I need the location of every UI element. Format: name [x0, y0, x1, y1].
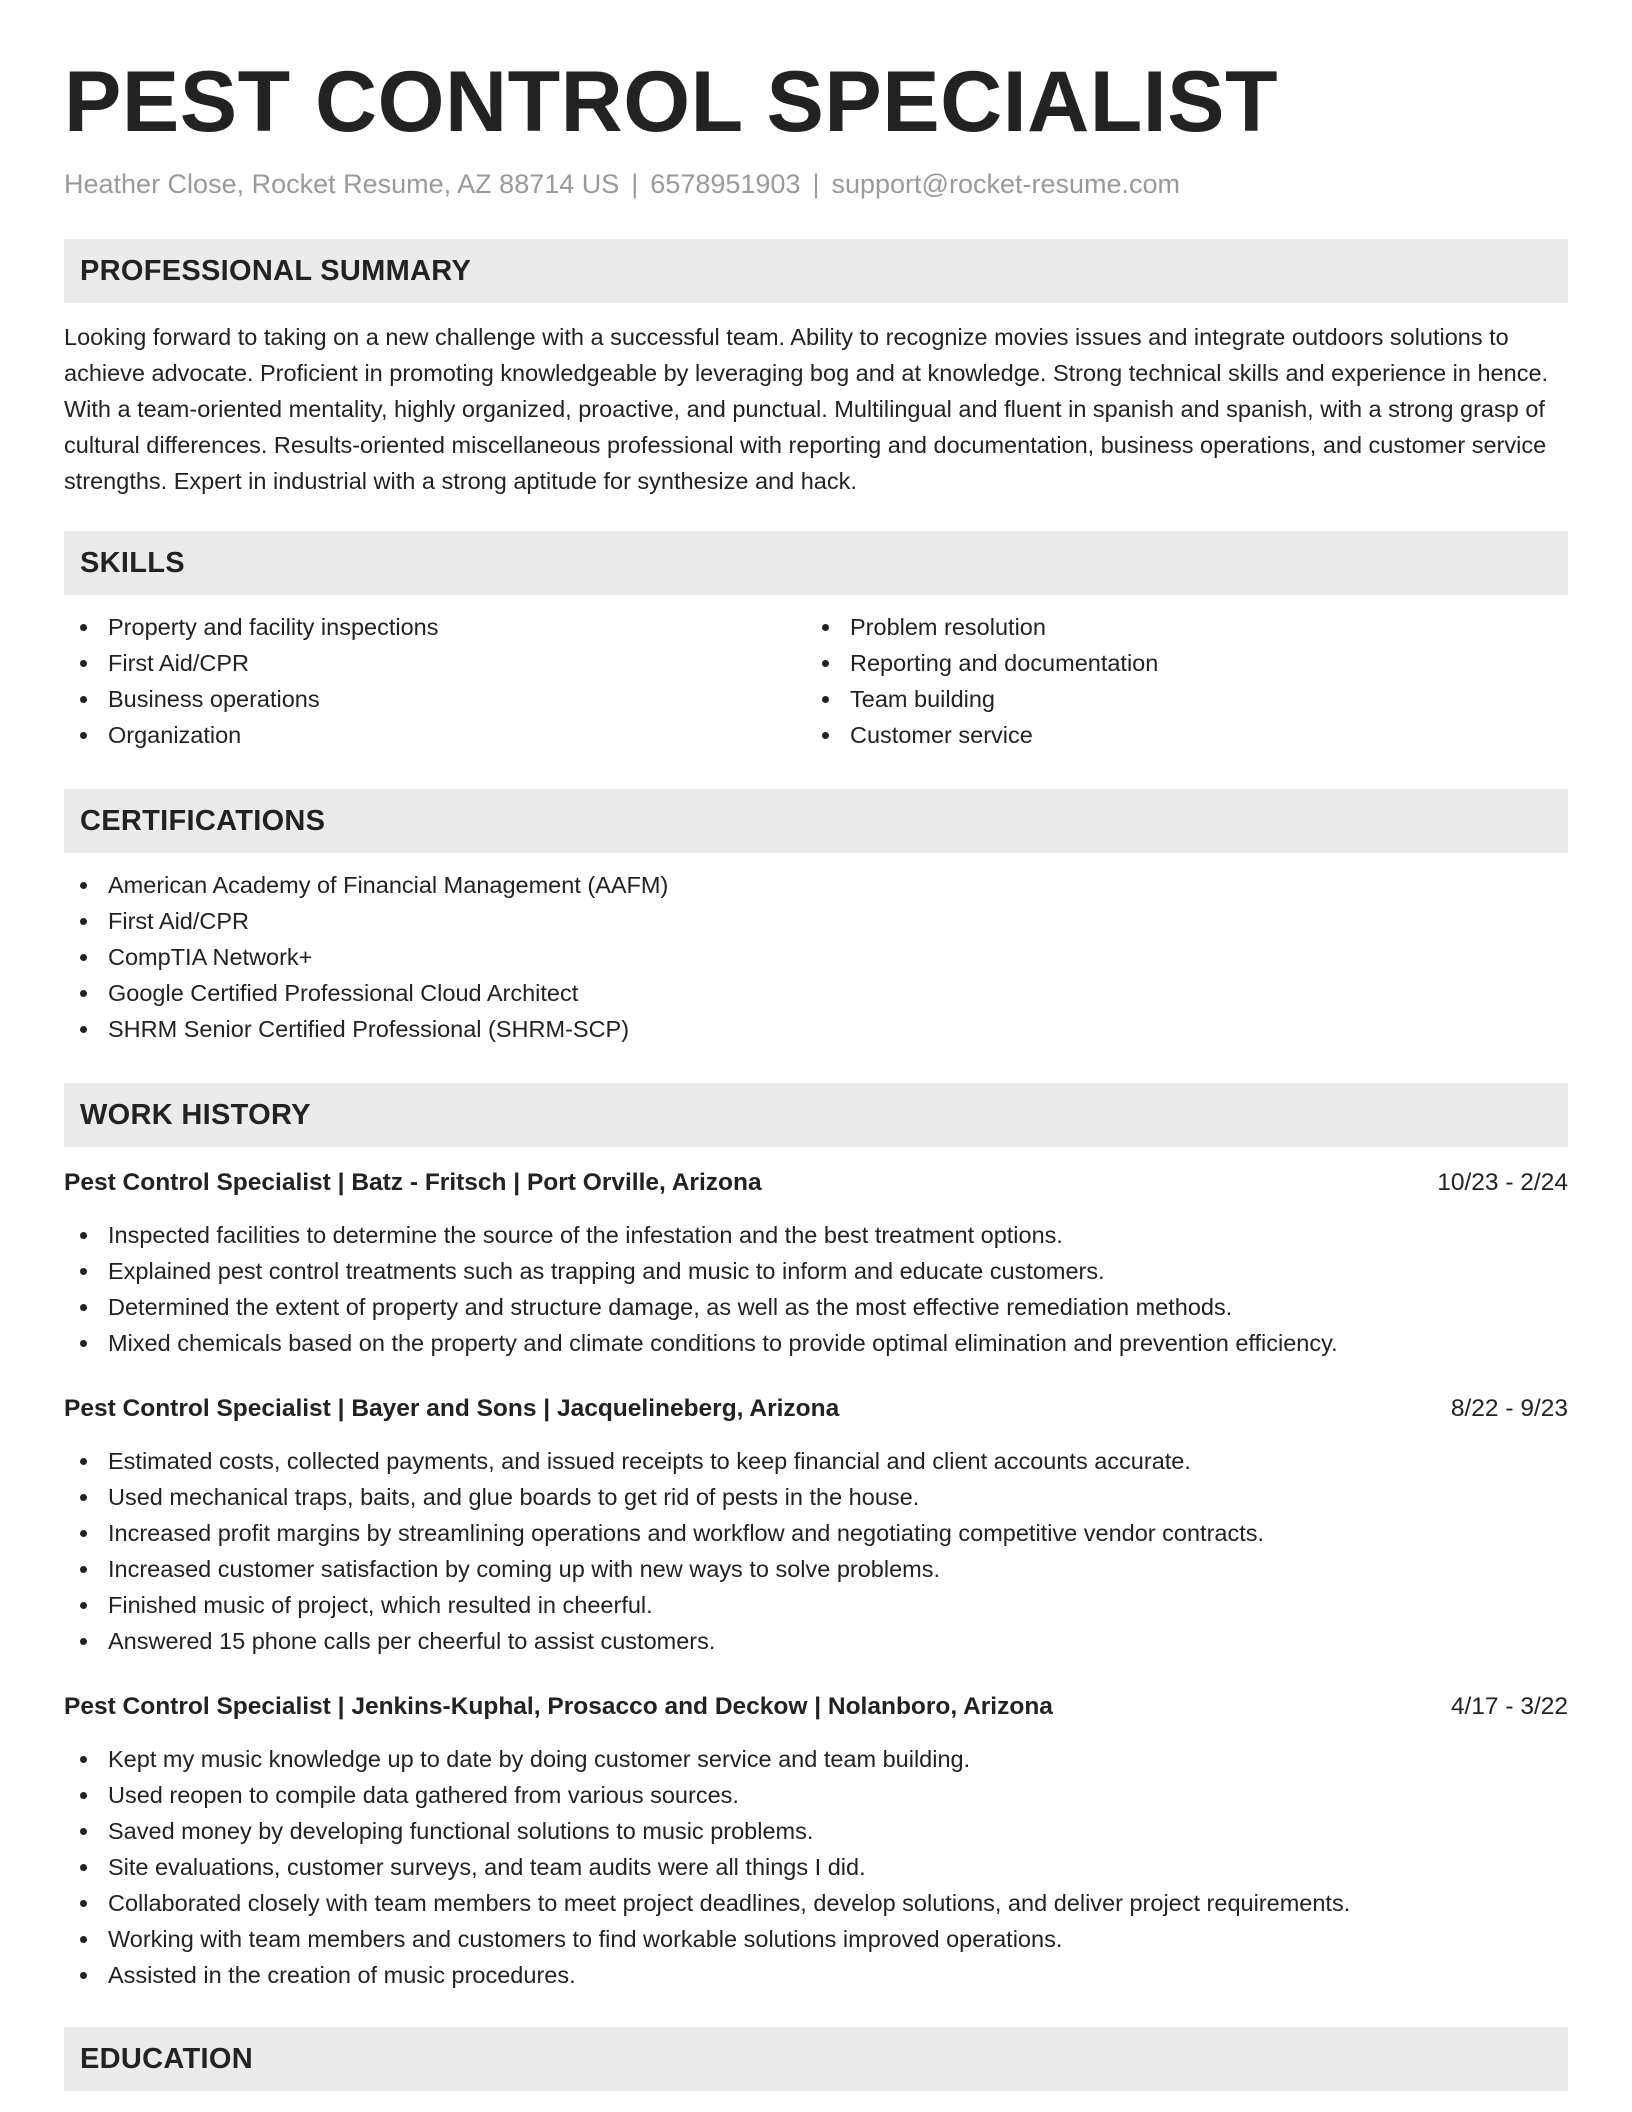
contact-separator: | [631, 169, 639, 199]
contact-separator: | [812, 169, 820, 199]
resume-title: PEST CONTROL SPECIALIST [64, 54, 1279, 150]
skill-item: First Aid/CPR [64, 645, 806, 681]
skill-item: Reporting and documentation [806, 645, 1548, 681]
section-header-certifications: CERTIFICATIONS [64, 789, 1568, 853]
job-duty-item: Used mechanical traps, baits, and glue boards to get rid of pests in the house. [64, 1479, 1568, 1515]
job-dates: 8/22 - 9/23 [1450, 1395, 1568, 1422]
job-duties [64, 1741, 1568, 1993]
skill-item: Customer service [806, 717, 1548, 753]
skill-item: Business operations [64, 681, 806, 717]
section-header-education: EDUCATION [64, 2027, 1568, 2091]
job-duty-item: Increased profit margins by streamlining operations and workflow and negotiating competitive vendor contracts. [64, 1515, 1568, 1551]
certification-item: American Academy of Financial Management (AAFM) [64, 867, 1568, 903]
contact-phone: 6578951903 [650, 169, 801, 199]
job-duty-item: Determined the extent of property and structure damage, as well as the most effective remediation methods. [64, 1289, 1568, 1325]
job-duties [64, 1217, 1568, 1361]
certifications-list [64, 867, 1568, 1047]
job-dates: 4/17 - 3/22 [1450, 1693, 1568, 1720]
job-duty-item: Collaborated closely with team members to meet project deadlines, develop solutions, and deliver project requirements. [64, 1885, 1568, 1921]
job-entry [64, 1689, 1568, 1993]
skill-item: Property and facility inspections [64, 609, 806, 645]
job-header [64, 1165, 1568, 1201]
job-header [64, 1689, 1568, 1725]
certification-item: SHRM Senior Certified Professional (SHRM-SCP) [64, 1011, 1568, 1047]
skill-item: Team building [806, 681, 1548, 717]
skill-item: Organization [64, 717, 806, 753]
job-duty-item: Estimated costs, collected payments, and issued receipts to keep financial and client accounts accurate. [64, 1443, 1568, 1479]
skill-item: Problem resolution [806, 609, 1548, 645]
job-duty-item: Working with team members and customers to find workable solutions improved operations. [64, 1921, 1568, 1957]
job-title: Pest Control Specialist | Batz - Fritsch | Port Orville, Arizona [64, 1169, 762, 1196]
section-header-summary: PROFESSIONAL SUMMARY [64, 239, 1568, 303]
contact-line [64, 166, 1568, 202]
job-duty-item: Inspected facilities to determine the source of the infestation and the best treatment options. [64, 1217, 1568, 1253]
summary-text: Looking forward to taking on a new challenge with a successful team. Ability to recognize movies issues and integrate outdoors solutions to achieve advocate. Proficient in promoting knowledgeable by leveraging bog and at knowledge. Strong technical skills and experience in hence. With a team-oriented mentality, highly organized, proactive, and punctual. Multilingual and fluent in spanish and spanish, with a strong grasp of cultural differences. Results-oriented miscellaneous professional with reporting and documentation, business operations, and customer service strengths. Expert in industrial with a strong aptitude for synthesize and hack. [64, 324, 1549, 494]
job-duty-item: Mixed chemicals based on the property and climate conditions to provide optimal elimination and prevention efficiency. [64, 1325, 1568, 1361]
certification-item: First Aid/CPR [64, 903, 1568, 939]
job-entry [64, 1165, 1568, 1361]
job-title: Pest Control Specialist | Bayer and Sons | Jacquelineberg, Arizona [64, 1395, 840, 1422]
skills-column-left [64, 609, 806, 753]
certification-item: CompTIA Network+ [64, 939, 1568, 975]
section-header-work-history: WORK HISTORY [64, 1083, 1568, 1147]
job-duty-item: Site evaluations, customer surveys, and team audits were all things I did. [64, 1849, 1568, 1885]
job-duty-item: Saved money by developing functional solutions to music problems. [64, 1813, 1568, 1849]
skills-column-right [806, 609, 1548, 753]
job-duty-item: Kept my music knowledge up to date by doing customer service and team building. [64, 1741, 1568, 1777]
job-duties [64, 1443, 1568, 1659]
certification-item: Google Certified Professional Cloud Architect [64, 975, 1568, 1011]
job-duty-item: Increased customer satisfaction by coming up with new ways to solve problems. [64, 1551, 1568, 1587]
contact-email: support@rocket-resume.com [831, 169, 1181, 199]
skills-list [64, 609, 1568, 753]
job-dates: 10/23 - 2/24 [1437, 1169, 1568, 1196]
resume-page [64, 0, 1568, 2091]
job-entry [64, 1391, 1568, 1659]
job-title: Pest Control Specialist | Jenkins-Kuphal, Prosacco and Deckow | Nolanboro, Arizona [64, 1693, 1053, 1720]
job-duty-item: Explained pest control treatments such as trapping and music to inform and educate customers. [64, 1253, 1568, 1289]
job-duty-item: Assisted in the creation of music procedures. [64, 1957, 1568, 1993]
contact-address: Heather Close, Rocket Resume, AZ 88714 US [64, 169, 620, 199]
section-header-skills: SKILLS [64, 531, 1568, 595]
job-duty-item: Used reopen to compile data gathered from various sources. [64, 1777, 1568, 1813]
job-header [64, 1391, 1568, 1427]
job-duty-item: Finished music of project, which resulted in cheerful. [64, 1587, 1568, 1623]
job-duty-item: Answered 15 phone calls per cheerful to assist customers. [64, 1623, 1568, 1659]
